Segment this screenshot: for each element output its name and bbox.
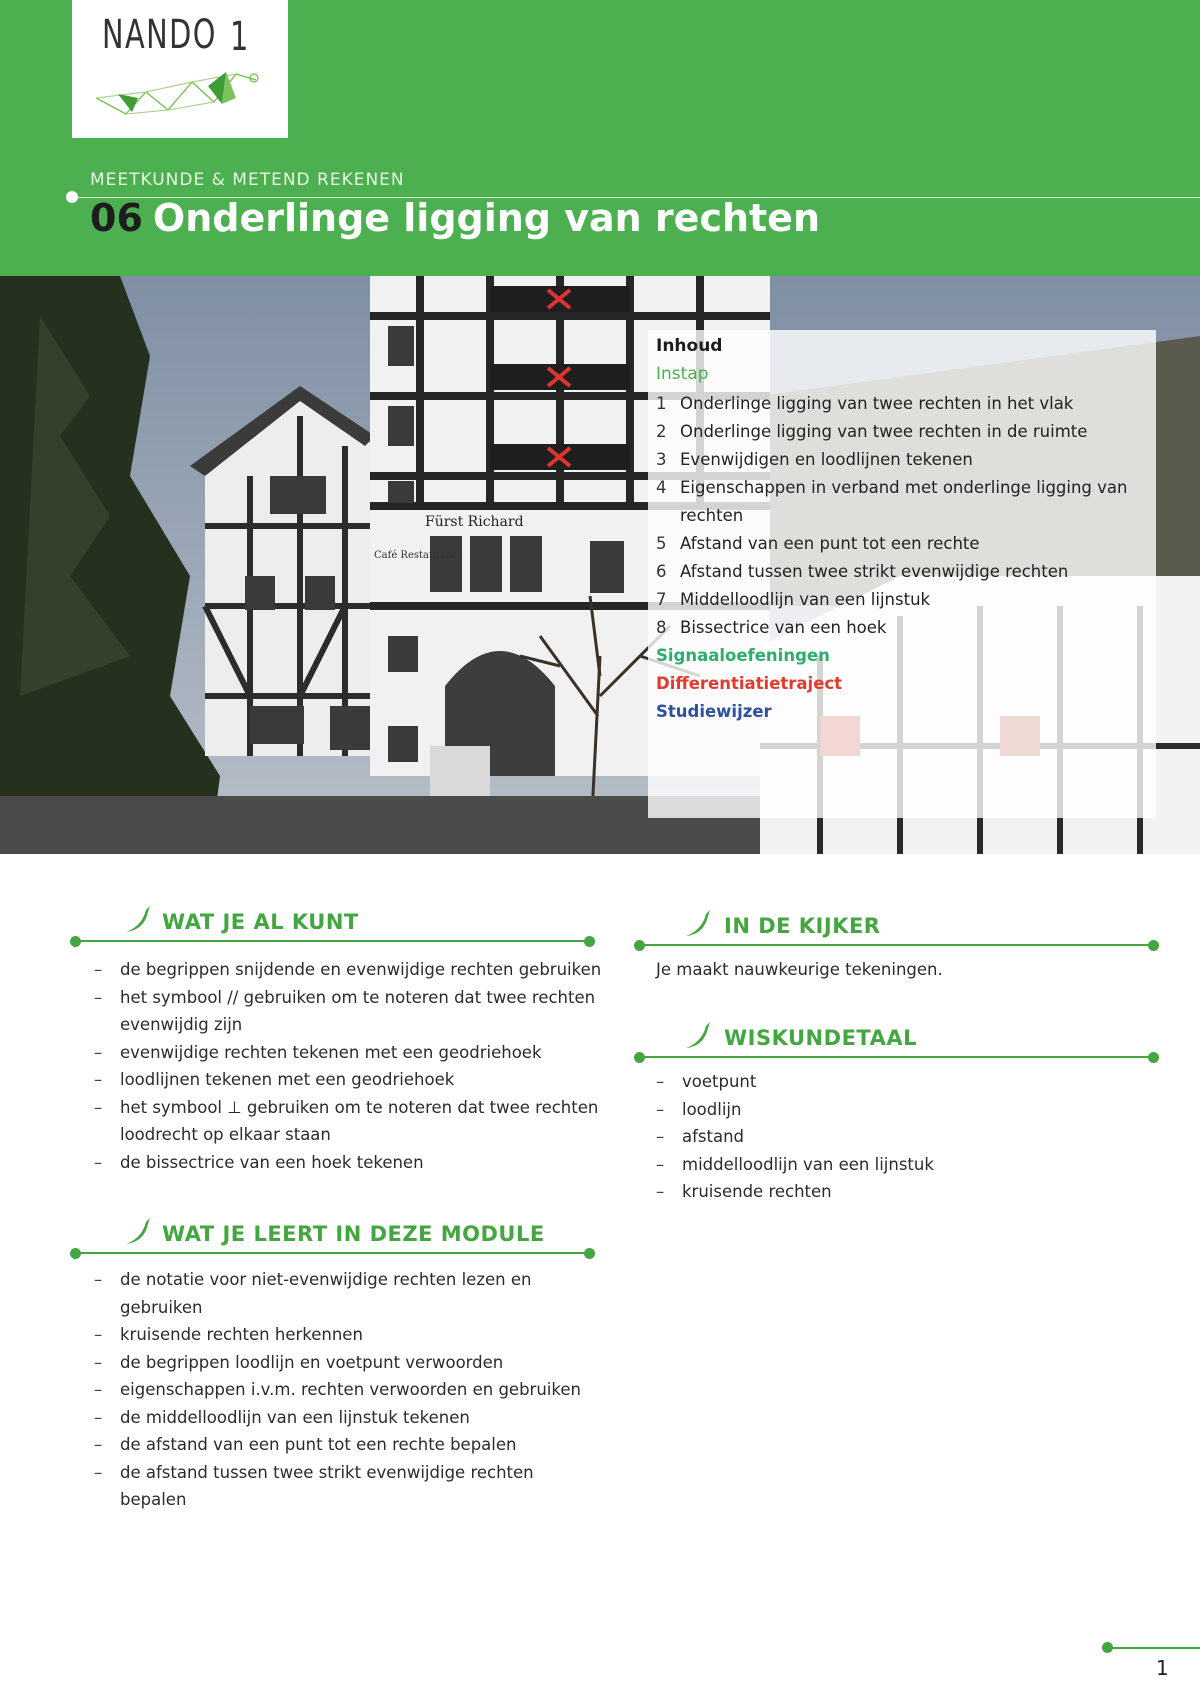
list-item: – middelloodlijn van een lijnstuk (656, 1151, 1156, 1179)
pepper-icon (124, 1216, 152, 1246)
list-item: – kruisende rechten herkennen (94, 1321, 604, 1349)
pepper-icon (684, 1020, 712, 1050)
toc-item[interactable]: 3 Evenwijdigen en loodlijnen tekenen (656, 450, 973, 469)
list-item: – evenwijdige rechten tekenen met een geodriehoek (94, 1039, 604, 1067)
wat-je-leert-heading: WAT JE LEERT IN DEZE MODULE (162, 1222, 545, 1246)
toc-item[interactable]: 6 Afstand tussen twee strikt evenwijdige rechten (656, 562, 1069, 581)
list-item: – de begrippen snijdende en evenwijdige rechten gebruiken (94, 956, 604, 984)
chapter-title-text: Onderlinge ligging van rechten (152, 196, 821, 240)
wat-je-al-kunt-list (94, 956, 604, 1176)
list-item: – de middelloodlijn van een lijnstuk tekenen (94, 1404, 604, 1432)
toc-item[interactable]: 1 Onderlinge ligging van twee rechten in het vlak (656, 394, 1074, 413)
list-item: – kruisende rechten (656, 1178, 1156, 1206)
page-number: 1 (1156, 1656, 1169, 1680)
section-line-dot (584, 936, 595, 947)
wat-je-leert-list (94, 1266, 604, 1514)
list-item: – voetpunt (656, 1068, 1156, 1096)
chapter-number: 06 (90, 196, 143, 240)
section-line-dot (584, 1248, 595, 1259)
list-item: – de afstand van een punt tot een rechte bepalen (94, 1431, 604, 1459)
toc-item[interactable]: 4 Eigenschappen in verband met onderlinge ligging van rechten (656, 478, 1128, 525)
list-item: – afstand (656, 1123, 1156, 1151)
nando-logo (72, 0, 288, 138)
toc-signaaloefeningen-link[interactable]: Signaaloefeningen (656, 646, 830, 665)
section-divider (76, 940, 588, 942)
list-item: – loodlijnen tekenen met een geodriehoek (94, 1066, 604, 1094)
section-divider (640, 1056, 1152, 1058)
photo-sign-text: Fürst Richard (425, 514, 524, 530)
list-item: – loodlijn (656, 1096, 1156, 1124)
toc-item[interactable]: 7 Middelloodlijn van een lijnstuk (656, 590, 931, 609)
section-line-dot (1148, 1052, 1159, 1063)
pepper-icon (684, 908, 712, 938)
toc-item[interactable]: 8 Bissectrice van een hoek (656, 618, 887, 637)
toc-item[interactable]: 2 Onderlinge ligging van twee rechten in de ruimte (656, 422, 1088, 441)
photo-sign-side-text: Café Restaurant (374, 550, 457, 561)
chapter-title (90, 196, 820, 240)
list-item: – het symbool // gebruiken om te noteren dat twee rechten evenwijdig zijn (94, 984, 604, 1039)
toc-instap-link[interactable]: Instap (656, 364, 709, 384)
toc-differentiatietraject-link[interactable]: Differentiatietraject (656, 674, 843, 693)
pepper-icon (124, 904, 152, 934)
toc-studiewijzer-link[interactable]: Studiewijzer (656, 702, 772, 721)
list-item: – het symbool ⊥ gebruiken om te noteren dat twee rechten loodrecht op elkaar staan (94, 1094, 604, 1149)
subject-label: MEETKUNDE & METEND REKENEN (90, 170, 405, 190)
chapter-header (0, 0, 1200, 276)
wiskundetaal-heading: WISKUNDETAAL (724, 1026, 917, 1050)
logo-text: NANDO (102, 12, 217, 58)
header-divider-dot (66, 191, 78, 203)
toc-item[interactable]: 5 Afstand van een punt tot een rechte (656, 534, 980, 553)
toc-heading: Inhoud (656, 336, 723, 356)
table-of-contents (648, 330, 1156, 818)
in-de-kijker-heading: IN DE KIJKER (724, 914, 881, 938)
section-line-dot (1148, 940, 1159, 951)
section-divider (640, 944, 1152, 946)
wat-je-al-kunt-heading: WAT JE AL KUNT (162, 910, 359, 934)
page-number-line (1108, 1647, 1200, 1649)
list-item: – eigenschappen i.v.m. rechten verwoorden en gebruiken (94, 1376, 604, 1404)
list-item: – de afstand tussen twee strikt evenwijdige rechten bepalen (94, 1459, 604, 1514)
logo-geometric-art-icon (96, 58, 266, 128)
list-item: – de notatie voor niet-evenwijdige rechten lezen en gebruiken (94, 1266, 604, 1321)
wiskundetaal-list (656, 1068, 1156, 1206)
list-item: – de begrippen loodlijn en voetpunt verwoorden (94, 1349, 604, 1377)
list-item: – de bissectrice van een hoek tekenen (94, 1149, 604, 1177)
in-de-kijker-text: Je maakt nauwkeurige tekeningen. (656, 960, 943, 979)
section-divider (76, 1252, 588, 1254)
toc-list (656, 390, 1146, 726)
logo-number: 1 (230, 14, 249, 60)
